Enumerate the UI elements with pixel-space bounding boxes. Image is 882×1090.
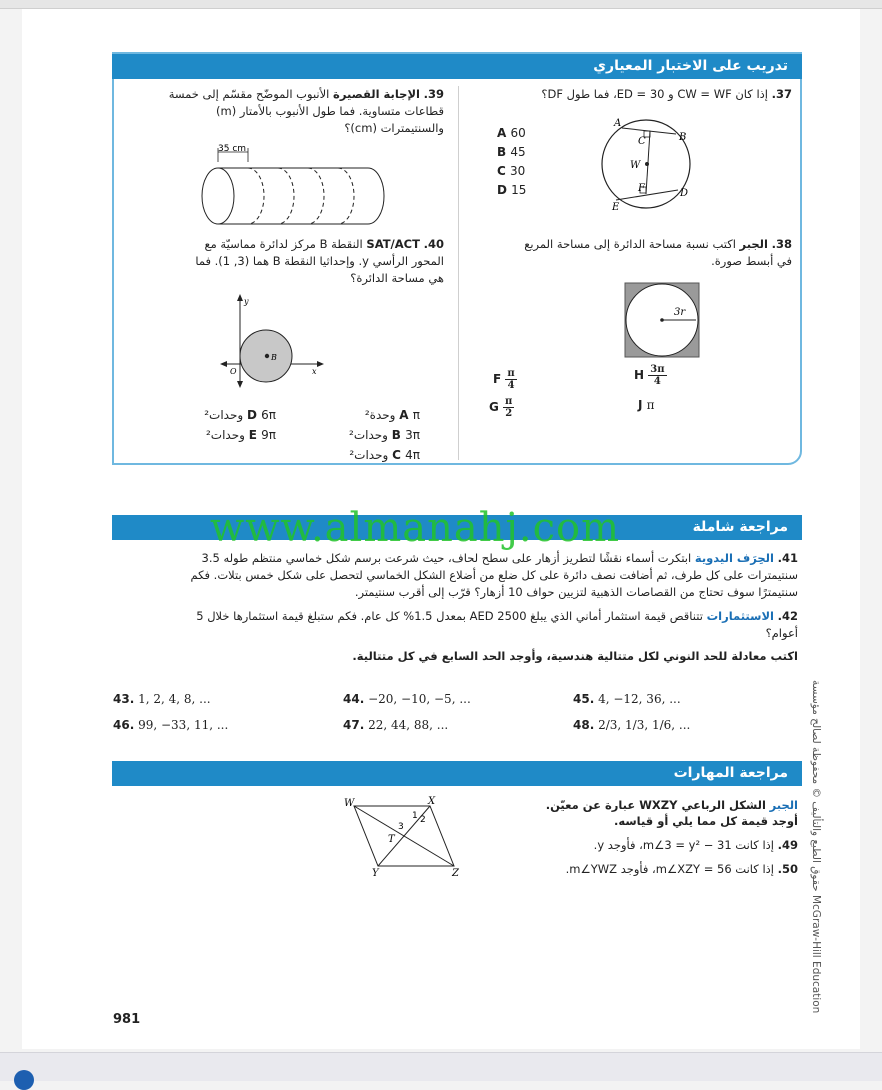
q38-radius-label: 3r [674,307,686,318]
q39-text [164,86,444,137]
q41-question: ابتكرت أسماء نقشًا لتطريز أزهار على سطح لحاف، حيث شرعت برسم شكل خماسي منتظم طوله 3.5 سنتيمترات على كل طرف، ثم أضافت نصف دائرة على كل ضلع من أضلاع الشكل الخماسي لتحصل على شكل خمس بتلات. فكم سنتيمترًا سوف تحتاج من القصاصات الذهبية لتزيين حواف 10 أزهار؟ قرّب إلى أقرب سنتيمتر. [190,551,798,599]
section-title-skills-review: مراجعة المهارات [112,761,802,786]
watermark: www.almanahj.com [210,505,621,551]
top-border [0,0,882,9]
column-divider [458,86,459,460]
rhombus-label-w: W [344,798,355,809]
q37-label-e: E [612,202,620,213]
q37-circle-diagram [594,114,704,214]
q37-question: إذا كان CW = WF و ED = 30، فما طول DF؟ [541,87,768,101]
rhombus-label-x: X [428,796,436,807]
q38-text [520,236,792,270]
q37-text [470,86,792,103]
sequences-instruction: اكتب معادلة للحد النوني لكل متتالية هندسية، وأوجد الحد السابع في كل متتالية. [352,649,798,663]
q40-choice-d[interactable]: D 6π وحدات² [204,408,276,422]
q37-label-b: B [679,132,687,143]
q44-sequence: 44. −20, −10, −5, ... [343,692,471,706]
q38-choice-f[interactable]: F $\frac{\pi}{4}$ [493,368,515,391]
q40-coordinate-diagram [220,294,324,388]
section-title-comprehensive-review: مراجعة شاملة [112,515,802,540]
q42-number: 42. [777,609,798,623]
rhombus-diagram [338,794,468,878]
q47-sequence: 47. 22, 44, 88, ... [343,718,449,732]
q50-text: 50. إذا كانت m∠XZY = 56، فأوجد m∠YWZ. [565,862,798,876]
q39-question: الأنبوب الموضّح مقسّم إلى خمسة قطاعات متساوية. فما طول الأنبوب بالأمتار (m) والسنتيمترات (cm)؟ [168,87,444,135]
q37-choice-d[interactable]: D 15 [497,183,527,197]
q39-pipe-diagram [196,142,386,232]
page-number: 981 [113,1012,141,1027]
skills-intro [480,797,798,814]
q41-text [180,550,798,601]
q37-label-d: D [680,188,689,199]
rhombus-label-y: Y [372,868,379,878]
q43-sequence: 43. 1, 2, 4, 8, ... [113,692,211,706]
q45-sequence: 45. 4, −12, 36, ... [573,692,681,706]
q38-number: 38. [771,237,792,251]
q40-label-x: x [312,367,317,376]
q38-choice-h[interactable]: H $\frac{3\pi}{4}$ [634,364,665,387]
rhombus-label-z: Z [452,868,459,878]
q37-choice-b[interactable]: B 45 [497,145,526,159]
section-title-standardized-test: تدريب على الاختبار المعياري [112,54,802,79]
skills-text2: أوجد قيمة كل مما يلي أو قياسه. [614,814,798,828]
q39-label: الإجابة القصيرة [333,87,420,101]
q40-number: 40. [423,237,444,251]
q38-label: الجبر [739,237,768,251]
q37-label-w: W [630,160,641,171]
q40-text [180,236,444,287]
skills-label: الجبر [769,798,798,812]
q41-number: 41. [777,551,798,565]
q37-choice-c[interactable]: C 30 [497,164,526,178]
q42-question: تتناقص قيمة استثمار أماني الذي يبلغ AED 2500 بمعدل 1.5% كل عام. فكم ستبلغ قيمة استثمارها خلال 5 أعوام؟ [196,609,798,640]
bottom-toolbar [0,1052,882,1081]
q37-number: 37. [771,87,792,101]
q40-choice-c[interactable]: C 4π وحدات² [349,448,420,462]
q41-label: الحِرَف اليدوية [694,551,774,565]
q40-question: النقطة B مركز لدائرة مماسيّة مع المحور الرأسي y. وإحداثيا النقطة B هما (3, 1). فما هي مساحة الدائرة؟ [195,237,444,285]
q40-choice-e[interactable]: E 9π وحدات² [205,428,276,442]
q38-question: اكتب نسبة مساحة الدائرة إلى مساحة المربع في أبسط صورة. [524,237,792,268]
q38-square-circle-diagram [624,282,700,358]
q42-text [180,608,798,642]
q40-label-o: O [230,367,237,376]
rhombus-angle-3: 3 [398,822,404,832]
q42-label: الاستثمارات [706,609,774,623]
q40-label-y: y [244,297,249,306]
q40-label-b: B [271,353,277,362]
rhombus-label-t: T [388,834,395,845]
q37-label-a: A [614,118,622,129]
scroll-handle[interactable] [14,1070,34,1090]
copyright-side-text: حقوق الطبع والتأليف © محفوظة لصالح مؤسسة McGraw-Hill Education [810,680,822,1014]
rhombus-angle-1: 1 [412,811,418,821]
skills-text: الشكل الرباعي WXZY عبارة عن معيّن. [545,798,766,812]
q38-choice-g[interactable]: G $\frac{\pi}{2}$ [489,396,513,419]
q37-label-c: C [638,136,646,147]
rhombus-angle-2: 2 [420,815,426,825]
q40-choice-a[interactable]: A π وحدة² [364,408,420,422]
q40-choice-b[interactable]: B 3π وحدات² [349,428,420,442]
q39-segment-label: 35 cm [218,144,247,154]
q49-text: 49. إذا كانت m∠3 = y² − 31، فأوجد y. [593,838,798,852]
q39-number: 39. [423,87,444,101]
q37-label-f: F [638,183,645,194]
q46-sequence: 46. 99, −33, 11, ... [113,718,229,732]
q38-choice-j[interactable]: J π [638,398,655,412]
q37-choice-a[interactable]: A 60 [497,126,526,140]
q48-sequence: 48. 2/3, 1/3, 1/6, ... [573,718,691,732]
q40-label: SAT/ACT [366,237,420,251]
